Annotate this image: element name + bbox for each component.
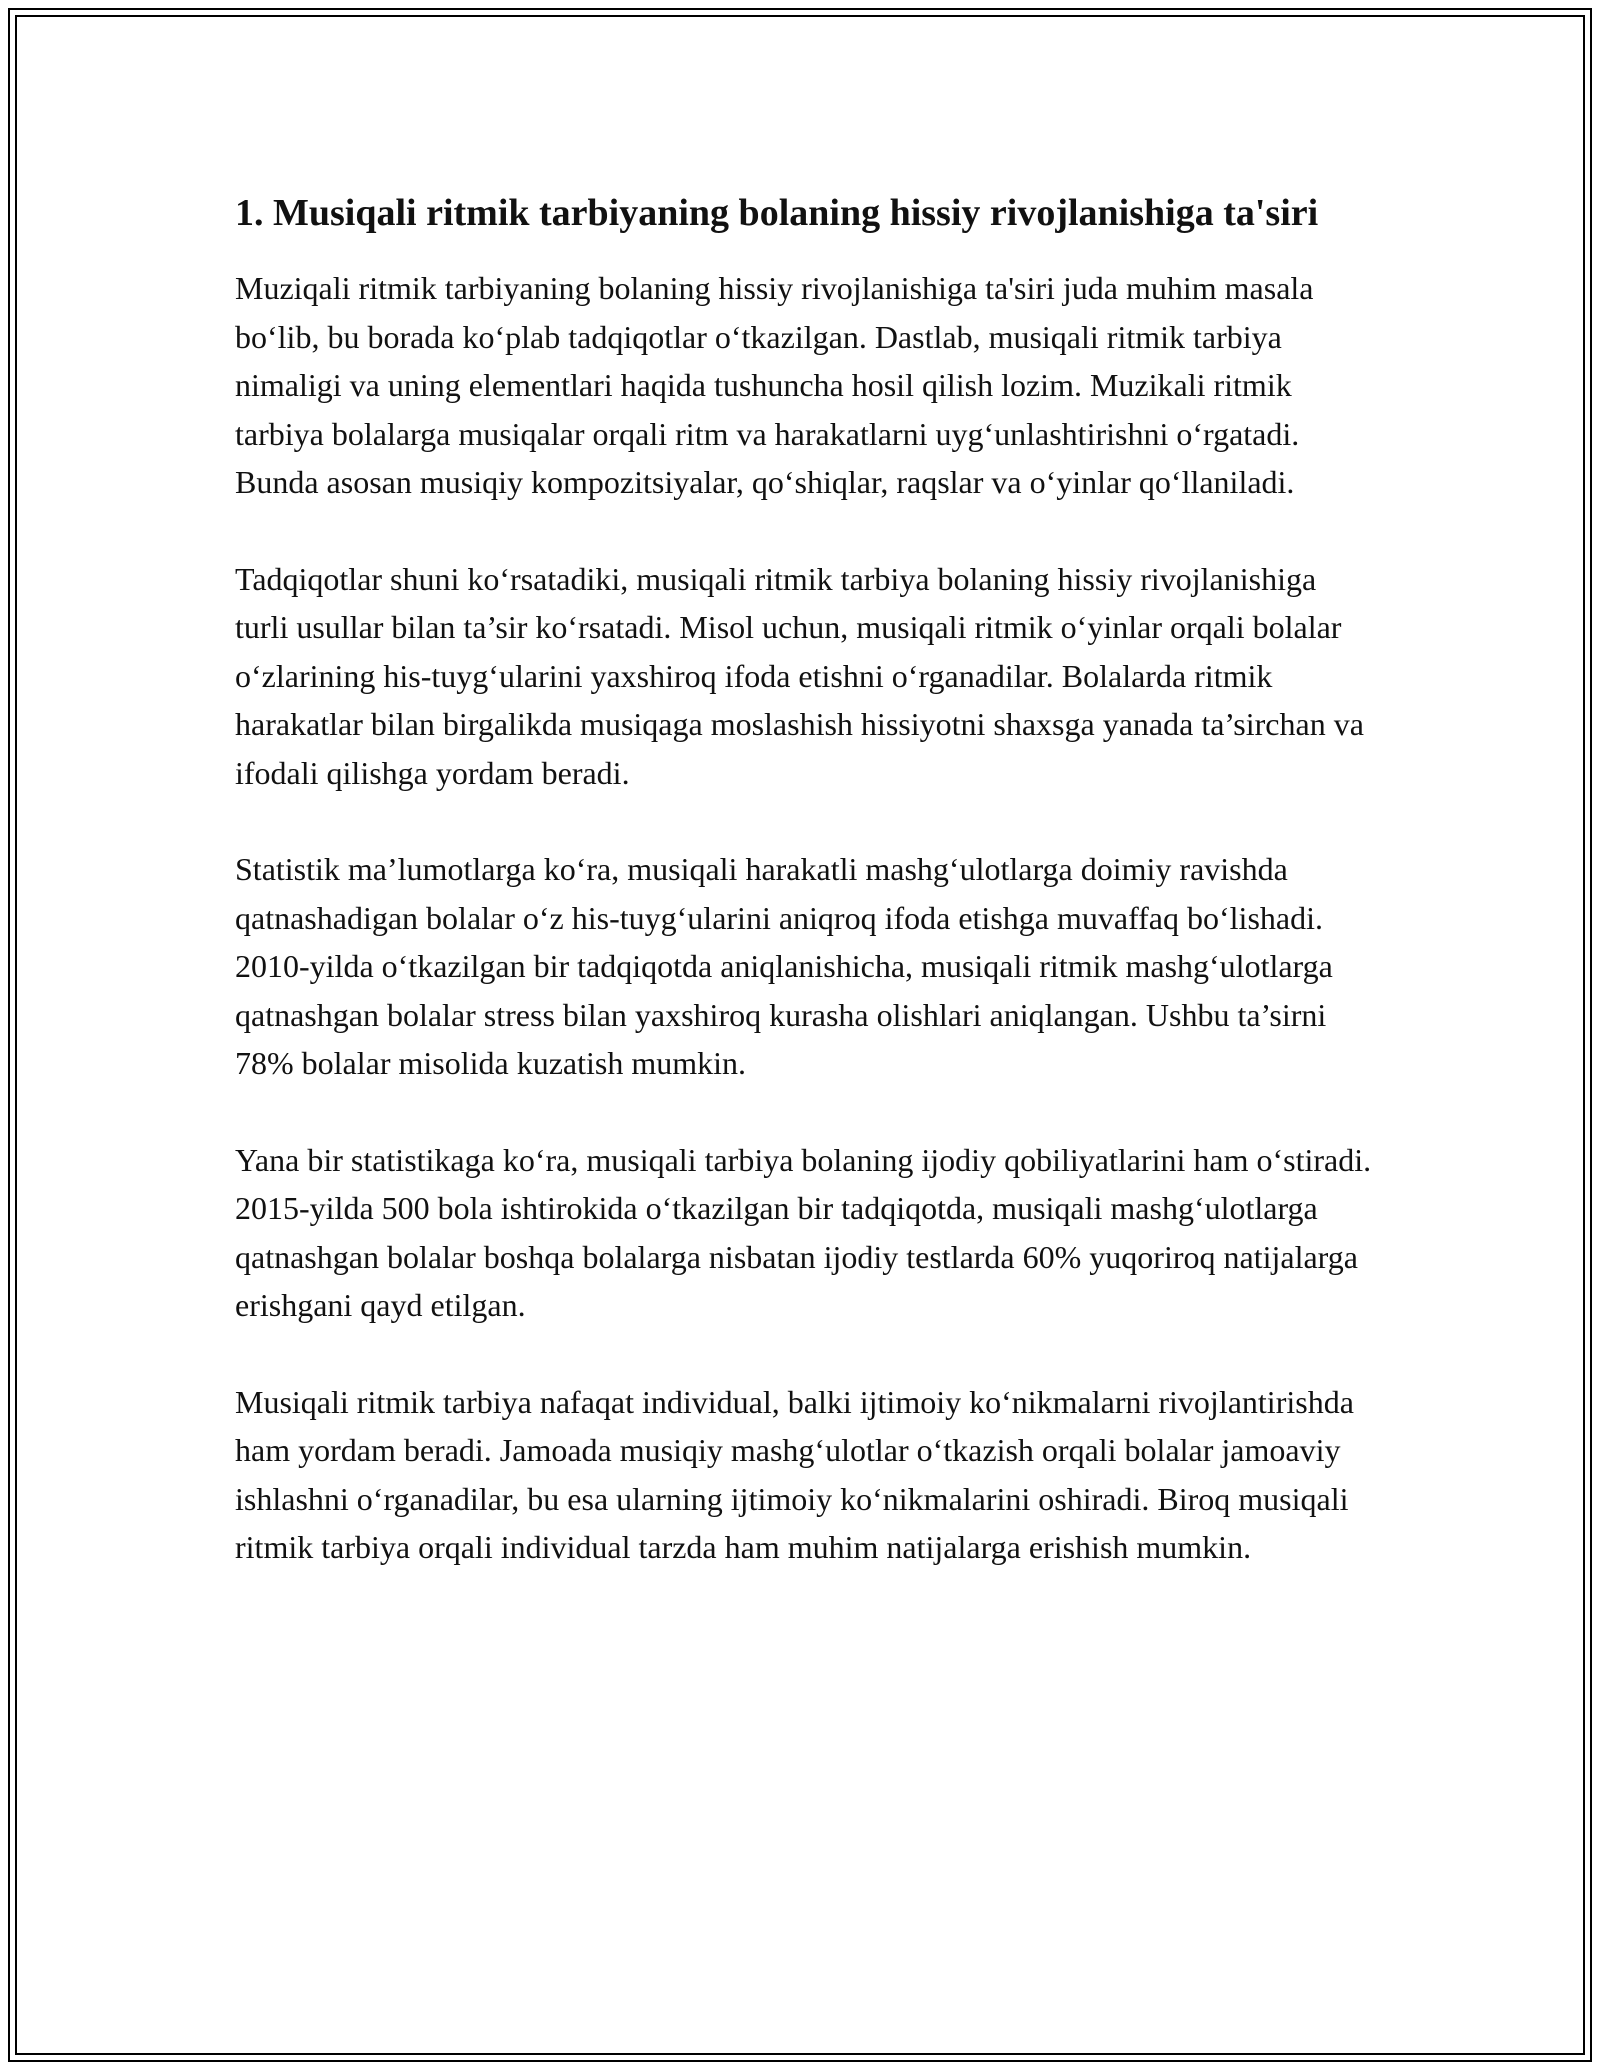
section-heading: 1. Musiqali ritmik tarbiyaning bolaning hissiy rivojlanishiga ta'siri [235,192,1319,234]
paragraph-4: Yana bir statistikaga ko‘ra, musiqali tarbiya bolaning ijodiy qobiliyatlarini ham o‘stiradi. 2015-yilda 500 bola ishtirokida o‘tkazilgan bir tadqiqotda, musiqali mashg‘ulotlarga qatnashgan bolalar boshqa bolalarga nisbatan ijodiy testlarda 60% yuqoriroq natijalarga erishgani qayd etilgan. [235,1141,1372,1323]
document-body [235,186,1375,1620]
paragraph-2: Tadqiqotlar shuni ko‘rsatadiki, musiqali ritmik tarbiya bolaning hissiy rivojlanishiga turli usullar bilan ta’sir ko‘rsatadi. Misol uchun, musiqali ritmik o‘yinlar orqali bolalar o‘zlarining his-tuyg‘ularini yaxshiroq ifoda etishni o‘rganadilar. Bolalarda ritmik harakatlar bilan birgalikda musiqaga moslashish hissiyotni shaxsga yanada ta’sirchan va ifodali qilishga yordam beradi. [235,560,1364,791]
paragraph-5: Musiqali ritmik tarbiya nafaqat individual, balki ijtimoiy ko‘nikmalarni rivojlantirishda ham yordam beradi. Jamoada musiqiy mashg‘ulotlar o‘tkazish orqali bolalar jamoaviy ishlashni o‘rganadilar, bu esa ularning ijtimoiy ko‘nikmalarini oshiradi. Biroq musiqali ritmik tarbiya orqali individual tarzda ham muhim natijalarga erishish mumkin. [235,1383,1354,1565]
paragraph-3: Statistik ma’lumotlarga ko‘ra, musiqali harakatli mashg‘ulotlarga doimiy ravishda qatnashadigan bolalar o‘z his-tuyg‘ularini aniqroq ifoda etishga muvaffaq bo‘lishadi. 2010-yilda o‘tkazilgan bir tadqiqotda aniqlanishicha, musiqali ritmik mashg‘ulotlarga qatnashgan bolalar stress bilan yaxshiroq kurasha olishlari aniqlangan. Ushbu ta’sirni 78% bolalar misolida kuzatish mumkin. [235,851,1333,1081]
paragraph-1: Muziqali ritmik tarbiyaning bolaning hissiy rivojlanishiga ta'siri juda muhim masala bo‘lib, bu borada ko‘plab tadqiqotlar o‘tkazilgan. Dastlab, musiqali ritmik tarbiya nimaligi va uning elementlari haqida tushuncha hosil qilish lozim. Muzikali ritmik tarbiya bolalarga musiqalar orqali ritm va harakatlarni uyg‘unlashtirishni o‘rgatadi. Bunda asosan musiqiy kompozitsiyalar, qo‘shiqlar, raqslar va o‘yinlar qo‘llaniladi. [235,270,1314,500]
paragraph-list [235,264,1375,1572]
